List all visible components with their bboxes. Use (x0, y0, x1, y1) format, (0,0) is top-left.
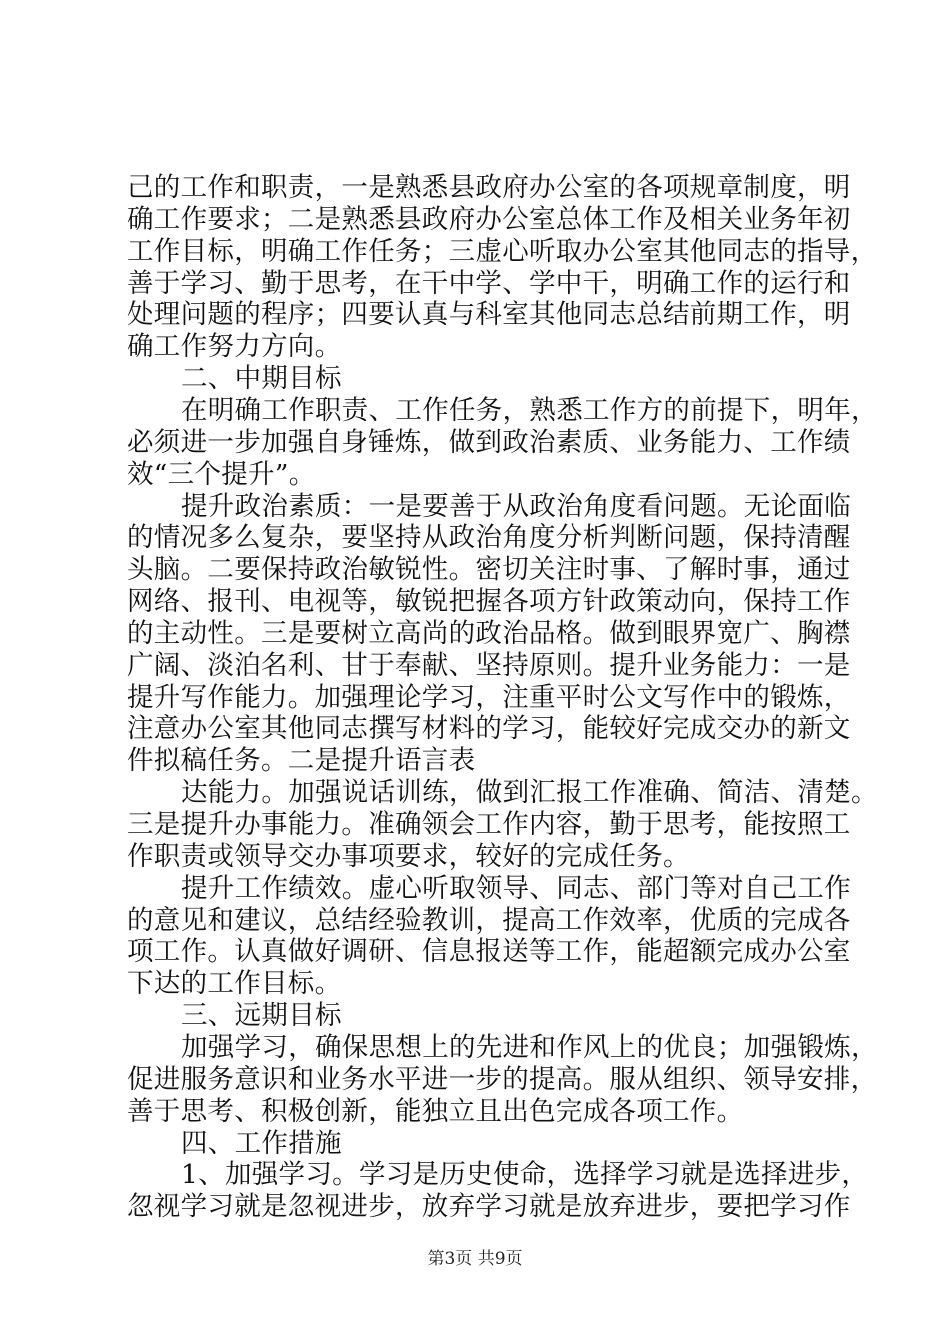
text-line: 确工作要求；二是熟悉县政府办公室总体工作及相关业务年初 (127, 203, 851, 235)
text-line: 三、远期目标 (181, 1000, 342, 1032)
page-footer: 第3页 共9页 (427, 1249, 523, 1269)
text-line: 头脑。二要保持政治敏锐性。密切关注时事、了解时事，通过 (127, 554, 851, 586)
text-line: 网络、报刊、电视等，敏锐把握各项方针政策动向，保持工作 (127, 586, 851, 618)
text-line: 促进服务意识和业务水平进一步的提高。服从组织、领导安排， (127, 1063, 878, 1095)
text-line: 的主动性。三是要树立高尚的政治品格。做到眼界宽广、胸襟 (127, 617, 851, 649)
text-line: 确工作努力方向。 (127, 331, 342, 363)
text-line: 加强学习，确保思想上的先进和作风上的优良；加强锻炼， (181, 1031, 878, 1063)
text-line: 善于思考、积极创新，能独立且出色完成各项工作。 (127, 1095, 744, 1127)
text-line: 注意办公室其他同志撰写材料的学习，能较好完成交办的新文 (127, 713, 851, 745)
text-line: 己的工作和职责，一是熟悉县政府办公室的各项规章制度，明 (127, 172, 851, 203)
text-line: 提升写作能力。加强理论学习，注重平时公文写作中的锻炼， (127, 681, 851, 713)
text-line: 在明确工作职责、工作任务，熟悉工作方的前提下，明年， (181, 394, 878, 426)
text-line: 作职责或领导交办事项要求，较好的完成任务。 (127, 840, 690, 872)
text-line: 广阔、淡泊名利、甘于奉献、坚持原则。提升业务能力：一是 (127, 649, 851, 681)
text-line: 四、工作措施 (181, 1127, 342, 1159)
text-line: 必须进一步加强自身锤炼，做到政治素质、业务能力、工作绩 (127, 426, 851, 458)
text-line: 的情况多么复杂，要坚持从政治角度分析判断问题，保持清醒 (127, 522, 851, 554)
text-line: 处理问题的程序；四要认真与科室其他同志总结前期工作，明 (127, 299, 851, 331)
text-line: 件拟稿任务。二是提升语言表 (127, 745, 476, 777)
text-line: 效“三个提升”。 (127, 458, 316, 490)
text-line: 下达的工作目标。 (127, 968, 342, 1000)
text-line: 的意见和建议，总结经验教训，提高工作效率，优质的完成各 (127, 904, 851, 936)
text-line: 三是提升办事能力。准确领会工作内容，勤于思考，能按照工 (127, 809, 851, 840)
text-line: 二、中期目标 (181, 363, 342, 395)
text-line: 忽视学习就是忽视进步，放弃学习就是放弃进步，要把学习作 (127, 1191, 851, 1223)
text-line: 提升政治素质：一是要善于从政治角度看问题。无论面临 (181, 490, 851, 522)
text-line: 工作目标，明确工作任务；三虚心听取办公室其他同志的指导， (127, 235, 878, 267)
text-line: 项工作。认真做好调研、信息报送等工作，能超额完成办公室 (127, 936, 851, 968)
text-line: 提升工作绩效。虚心听取领导、同志、部门等对自己工作 (181, 872, 851, 904)
text-line: 1、加强学习。学习是历史使命，选择学习就是选择进步， (181, 1159, 869, 1191)
text-line: 善于学习、勤于思考，在干中学、学中干，明确工作的运行和 (127, 267, 851, 299)
text-line: 达能力。加强说话训练，做到汇报工作准确、简洁、清楚。 (181, 777, 878, 809)
